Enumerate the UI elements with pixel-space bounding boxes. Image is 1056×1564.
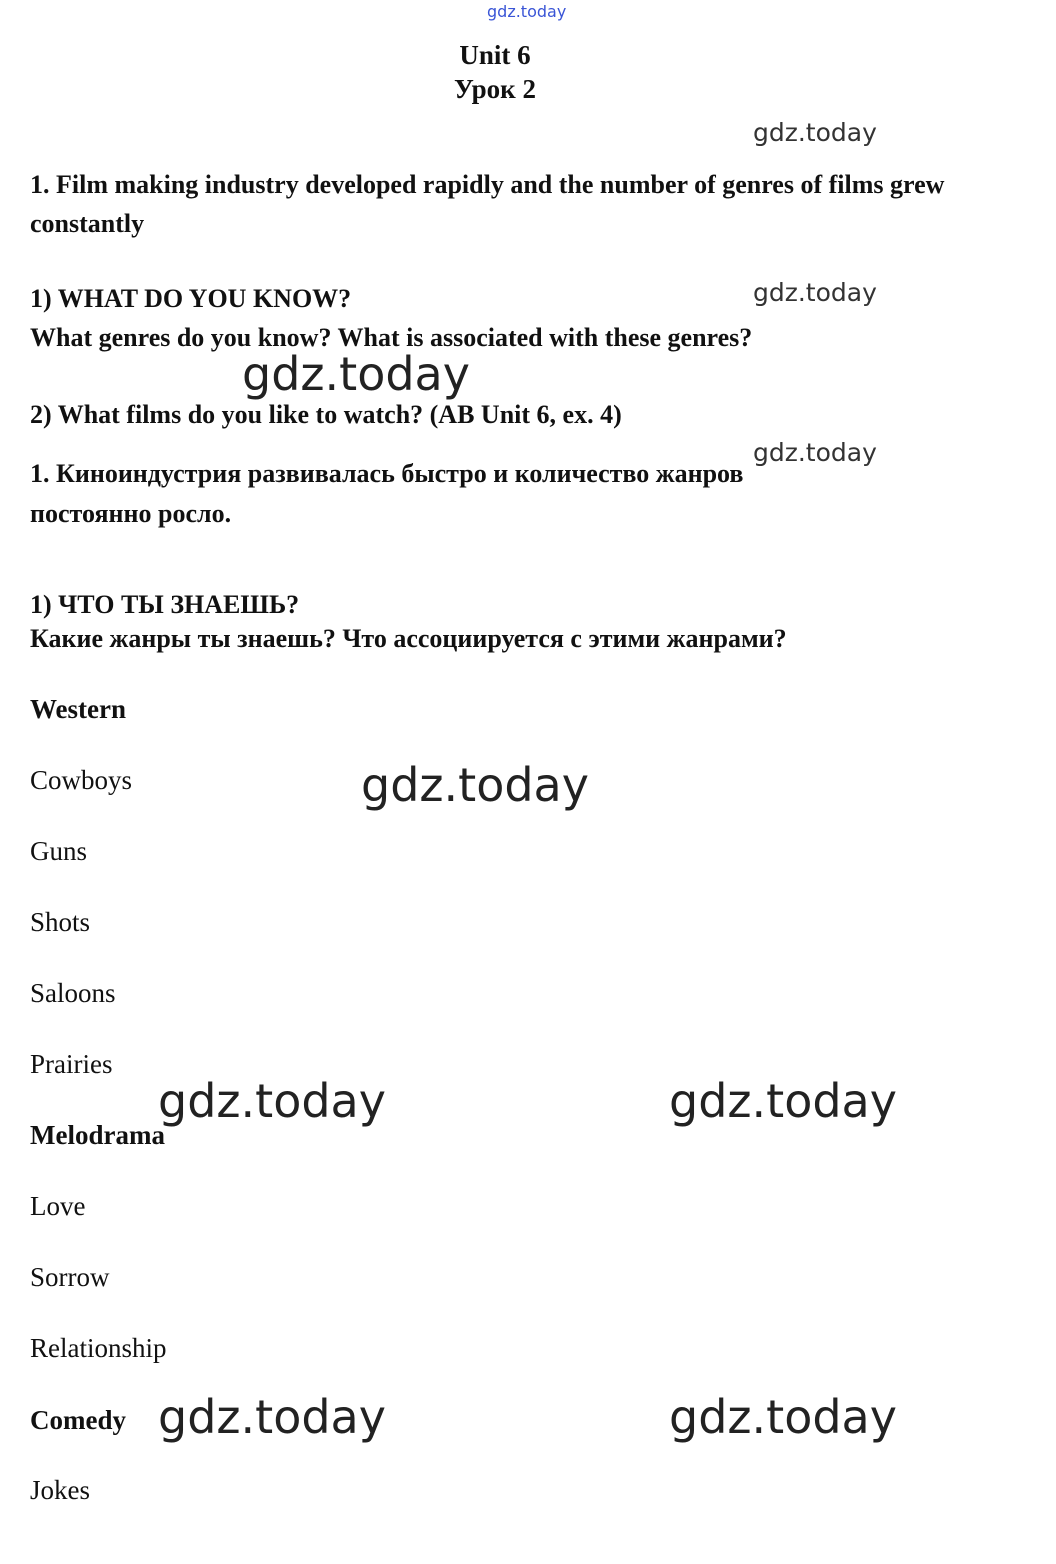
watermark: gdz.today	[753, 438, 877, 467]
list-item: Saloons	[30, 978, 116, 1008]
watermark: gdz.today	[242, 347, 470, 401]
unit-title: Unit 6	[459, 40, 531, 70]
english-intro: 1. Film making industry developed rapidly and the number of genres of films grew constantly	[30, 170, 945, 238]
watermark-top: gdz.today	[487, 2, 567, 21]
watermark: gdz.today	[753, 278, 877, 307]
list-item: Shots	[30, 907, 91, 937]
russian-q1-text: Какие жанры ты знаешь? Что ассоциируется с этими жанрами?	[30, 624, 787, 653]
watermark: gdz.today	[753, 118, 877, 147]
list-item: Relationship	[30, 1333, 167, 1363]
genre-title-western: Western	[30, 694, 126, 724]
list-item: Prairies	[30, 1049, 113, 1079]
watermark: gdz.today	[361, 758, 589, 812]
russian-intro-line2: постоянно росло.	[30, 499, 232, 528]
watermark: gdz.today	[669, 1390, 897, 1444]
genre-title-comedy: Comedy	[30, 1405, 126, 1435]
english-q1-text: What genres do you know? What is associated with these genres?	[30, 323, 753, 352]
list-item: Jokes	[30, 1475, 90, 1505]
watermark: gdz.today	[158, 1074, 386, 1128]
list-item: Love	[30, 1191, 86, 1221]
list-item: Sorrow	[30, 1262, 110, 1292]
lesson-title: Урок 2	[454, 74, 536, 104]
english-q1-title: 1) WHAT DO YOU KNOW?	[30, 284, 352, 313]
list-item: Cowboys	[30, 765, 133, 795]
russian-q1-title: 1) ЧТО ТЫ ЗНАЕШЬ?	[30, 590, 300, 619]
russian-intro-line1: 1. Киноиндустрия развивалась быстро и количество жанров	[30, 459, 744, 488]
genre-title-melodrama: Melodrama	[30, 1120, 165, 1150]
watermark: gdz.today	[158, 1390, 386, 1444]
list-item: Guns	[30, 836, 88, 866]
english-q2: 2) What films do you like to watch? (AB Unit 6, ex. 4)	[30, 400, 622, 429]
watermark: gdz.today	[669, 1074, 897, 1128]
